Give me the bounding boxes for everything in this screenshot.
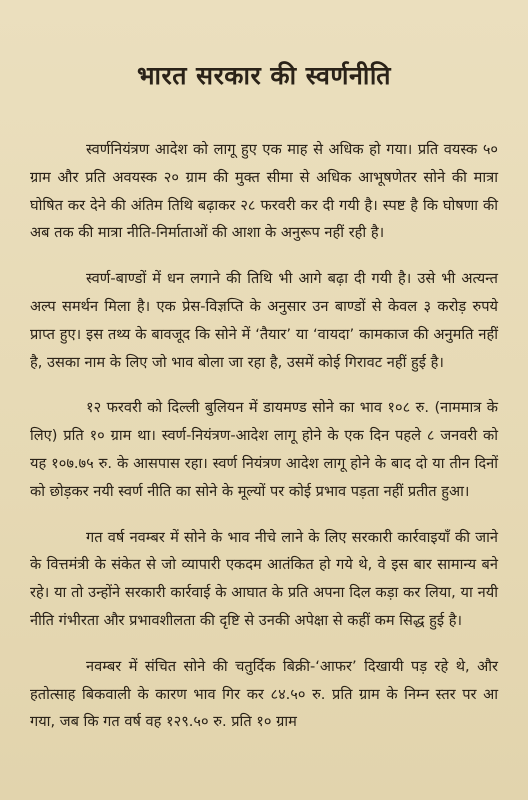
paragraph-2: स्वर्ण-बाण्डों में धन लगाने की तिथि भी आगे बढ़ा दी गयी है। उसे भी अत्यन्त अल्प समर्थन मिला है। एक प्रेस-विज्ञप्ति के अनुसार उन बाण्डों से केवल ३ करोड़ रुपये प्राप्त हुए। इस तथ्य के बावजूद कि सोने में ‘तैयार’ या ‘वायदा’ कामकाज की अनुमति नहीं है, उसका नाम के लिए जो भाव बोला जा रहा है, उसमें कोई गिरावट नहीं हुई है। xyxy=(30,270,498,371)
paragraph-4: गत वर्ष नवम्बर में सोने के भाव नीचे लाने के लिए सरकारी कार्रवाइयाँ की जाने के वित्तमंत्री के संकेत से जो व्यापारी एकदम आतंकित हो गये थे, वे इस बार सामान्य बने रहे। या तो उन्होंने सरकारी कार्रवाई के आघात के प्रति अपना दिल कड़ा कर लिया, या नयी नीति गंभीरता और प्रभावशीलता की दृष्टि से उनकी अपेक्षा से कहीं कम सिद्ध हुई है। xyxy=(30,528,498,629)
paragraph-5: नवम्बर में संचित सोने की चतुर्दिक बिक्री-‘आफर’ दिखायी पड़ रहे थे, और हतोत्साह बिकवाली के कारण भाव गिर कर ८४.५० रु. प्रति ग्राम के निम्न स्तर पर आ गया, जब कि गत वर्ष वह १२९.५० रु. प्रति १० ग्राम xyxy=(30,657,498,731)
paragraph-3: १२ फरवरी को दिल्ली बुलियन में डायमण्ड सोने का भाव १०८ रु. (नाममात्र के लिए) प्रति १० ग्राम था। स्वर्ण-नियंत्रण-आदेश लागू होने के एक दिन पहले ८ जनवरी को यह १०७.७५ रु. के आसपास रहा। स्वर्ण नियंत्रण आदेश लागू होने के बाद दो या तीन दिनों को छोड़कर नयी स्वर्ण नीति का सोने के मूल्यों पर कोई प्रभाव पड़ता नहीं प्रतीत हुआ। xyxy=(30,399,498,500)
article-title: भारत सरकार की स्वर्णनीति xyxy=(136,61,392,90)
paragraph-1: स्वर्णनियंत्रण आदेश को लागू हुए एक माह से अधिक हो गया। प्रति वयस्क ५० ग्राम और प्रति अवयस्क २० ग्राम की मुक्त सीमा से अधिक आभूषणेतर सोने की मात्रा घोषित कर देने की अंतिम तिथि बढ़ाकर २८ फरवरी कर दी गयी है। स्पष्ट है कि घोषणा की अब तक की मात्रा नीति-निर्माताओं की आशा के अनुरूप नहीं रही है। xyxy=(30,141,498,242)
